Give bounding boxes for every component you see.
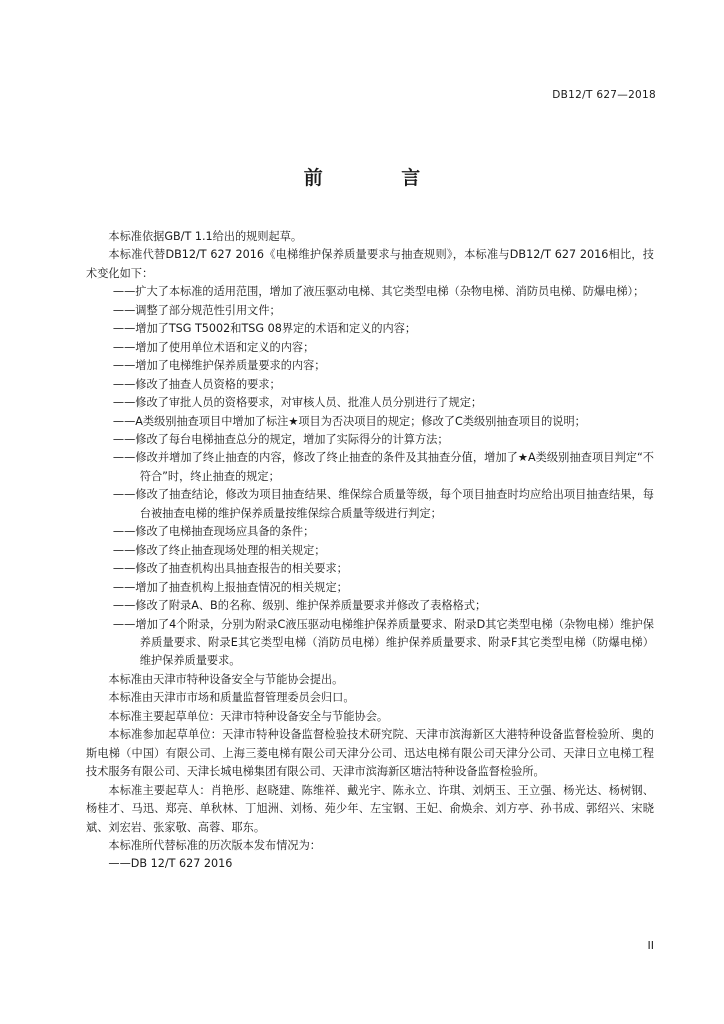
list-item: ——修改了每台电梯抽查总分的规定，增加了实际得分的计算方法； [112, 432, 449, 446]
page-title: 前 言 [303, 167, 457, 189]
paragraph: 本标准依据GB/T 1.1给出的规则起草。 [108, 230, 303, 243]
list-item: ——修改了抽查人员资格的要求； [112, 377, 281, 391]
list-item: ——修改了抽查结论，修改为项目抽查结果、维保综合质量等级，每个项目抽查时均应给出项目抽查结果，每台被抽查电梯的维护保养质量按维保综合质量等级进行判定； [112, 488, 654, 520]
list-item: ——修改了附录A、B的名称、级别、维护保养质量要求并修改了表格格式； [112, 599, 487, 613]
paragraph: 本标准参加起草单位：天津市特种设备监督检验技术研究院、天津市滨海新区大港特种设备监督检验所、奥的斯电梯（中国）有限公司、上海三菱电梯有限公司天津分公司、迅达电梯有限公司天津分公司、天津日立电梯工程技术服务有限公司、天津长城电梯集团有限公司、天津市滨海新区塘沽特种设备监督检验所。 [86, 728, 654, 779]
list-item: ——A类级别抽查项目中增加了标注★项目为否决项目的规定；修改了C类级别抽查项目的说明； [112, 414, 586, 428]
list-item: ——修改了抽查机构出具抽查报告的相关要求； [112, 562, 348, 576]
paragraph: 本标准由天津市市场和质量监督管理委员会归口。 [108, 691, 355, 705]
paragraph: 本标准主要起草人：肖艳彤、赵晓建、陈维祥、戴光宇、陈永立、许琪、刘炳玉、王立强、杨光达、杨树钢、杨桂才、马迅、郑亮、单秋林、丁旭洲、刘杨、苑少年、左宝钢、王妃、俞焕余、刘方亭、孙书成、郭绍兴、宋晓斌、刘宏岩、张家敬、高蓉、耶东。 [86, 783, 654, 834]
list-item: ——增加了抽查机构上报抽查情况的相关规定； [112, 580, 348, 594]
list-item: ——修改了审批人员的资格要求，对审核人员、批准人员分别进行了规定； [112, 396, 483, 410]
paragraph: 本标准代替DB12/T 627 2016《电梯维护保养质量要求与抽查规则》，本标准与DB12/T 627 2016相比，技术变化如下： [86, 248, 654, 280]
list-item: ——增加了TSG T5002和TSG 08界定的术语和定义的内容； [112, 322, 417, 336]
document-body [86, 228, 654, 874]
list-item: ——增加了4个附录，分别为附录C液压驱动电梯维护保养质量要求、附录D其它类型电梯（杂物电梯）维护保养质量要求、附录E其它类型电梯（消防员电梯）维护保养质量要求、附录F其它类型电梯（防爆电梯）维护保养质量要求。 [112, 617, 654, 668]
list-item: ——修改了终止抽查现场处理的相关规定； [112, 543, 326, 557]
list-item: ——增加了电梯维护保养质量要求的内容； [112, 359, 326, 373]
document-code: DB12/T 627—2018 [552, 89, 656, 101]
paragraph: 本标准由天津市特种设备安全与节能协会提出。 [108, 672, 344, 686]
page-number: II [647, 939, 654, 952]
paragraph: 本标准所代替标准的历次版本发布情况为： [108, 838, 321, 852]
list-item: ——扩大了本标准的适用范围，增加了液压驱动电梯、其它类型电梯（杂物电梯、消防员电梯、防爆电梯）； [112, 285, 645, 299]
changes-list [86, 283, 654, 671]
history-item: ——DB 12/T 627 2016 [108, 857, 233, 871]
list-item: ——调整了部分规范性引用文件； [112, 303, 281, 317]
list-item: ——修改并增加了终止抽查的内容，修改了终止抽查的条件及其抽查分值，增加了★A类级别抽查项目判定“不符合”时，终止抽查的规定； [112, 451, 654, 483]
paragraph: 本标准主要起草单位：天津市特种设备安全与节能协会。 [108, 709, 389, 723]
list-item: ——修改了电梯抽查现场应具备的条件； [112, 525, 315, 539]
list-item: ——增加了使用单位术语和定义的内容； [112, 340, 315, 354]
